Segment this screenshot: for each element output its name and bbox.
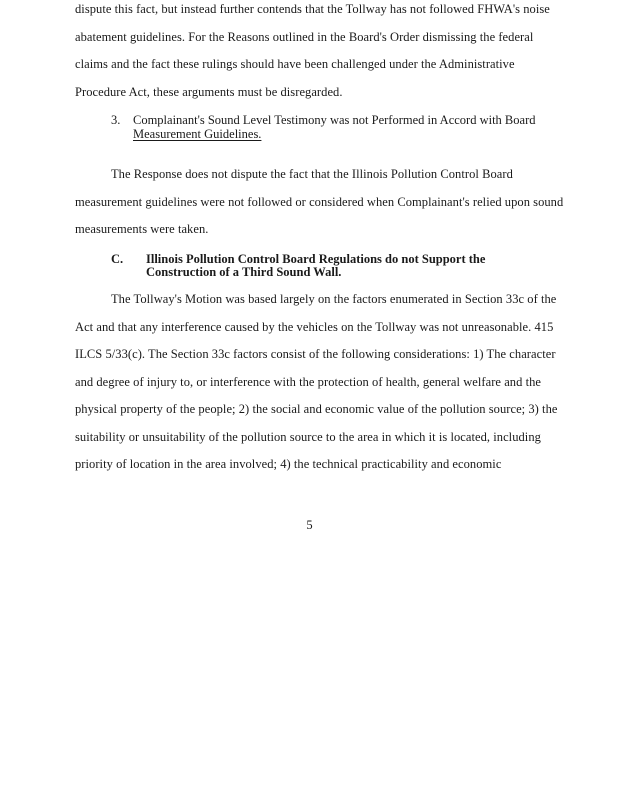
paragraph-line: physical property of the people; 2) the social and economic value of the pollution source; 3) the — [75, 402, 558, 416]
paragraph-line: abatement guidelines. For the Reasons outlined in the Board's Order dismissing the federal — [75, 30, 534, 44]
paragraph-line: ILCS 5/33(c). The Section 33c factors consist of the following considerations: 1) The character — [75, 347, 556, 361]
heading-text: Construction of a Third Sound Wall. — [146, 265, 342, 279]
heading-text: Measurement Guidelines. — [133, 127, 262, 141]
paragraph-line: measurements were taken. — [75, 222, 209, 236]
paragraph-line: Procedure Act, these arguments must be disregarded. — [75, 85, 343, 99]
paragraph-line: claims and the fact these rulings should have been challenged under the Administrative — [75, 57, 515, 71]
paragraph-line: dispute this fact, but instead further contends that the Tollway has not followed FHWA's noise — [75, 2, 550, 16]
paragraph-line: measurement guidelines were not followed or considered when Complainant's relied upon sound — [75, 195, 564, 209]
paragraph-line: Act and that any interference caused by the vehicles on the Tollway was not unreasonable. 415 — [75, 320, 554, 334]
paragraph-line: The Response does not dispute the fact that the Illinois Pollution Control Board — [111, 167, 513, 181]
paragraph-line: priority of location in the area involved; 4) the technical practicability and economic — [75, 457, 502, 471]
paragraph-line: and degree of injury to, or interference with the protection of health, general welfare and the — [75, 375, 542, 389]
paragraph-line: suitability or unsuitability of the pollution source to the area in which it is located, including — [75, 430, 541, 444]
paragraph-line: The Tollway's Motion was based largely on the factors enumerated in Section 33c of the — [111, 292, 557, 306]
heading-marker: 3. — [111, 113, 121, 127]
page-number: 5 — [306, 518, 313, 532]
heading-text: Complainant's Sound Level Testimony was not Performed in Accord with Board — [133, 113, 536, 127]
heading-marker: C. — [111, 252, 124, 266]
heading-text: Illinois Pollution Control Board Regulations do not Support the — [146, 252, 486, 266]
